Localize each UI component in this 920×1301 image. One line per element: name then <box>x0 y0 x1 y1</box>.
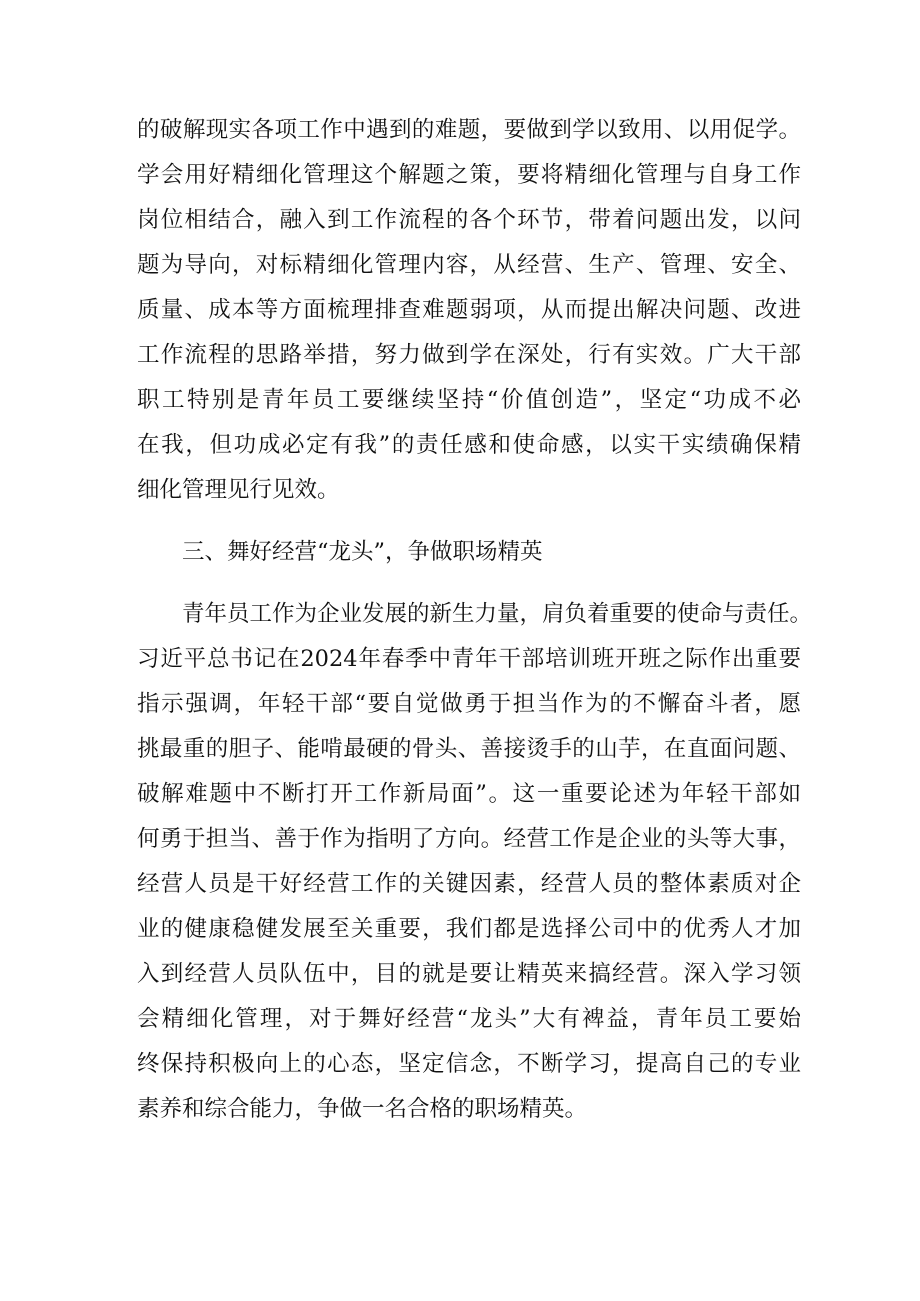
text-line: 质量、成本等方面梳理排查难题弱项，从而提出解决问题、改进 <box>137 297 801 323</box>
text-line: 终保持积极向上的心态，坚定信念，不断学习，提高自己的专业 <box>137 1051 801 1077</box>
text-line: 岗位相结合，融入到工作流程的各个环节，带着问题出发，以问 <box>137 207 801 233</box>
text-line: 在我，但功成必定有我”的责任感和使命感，以实干实绩确保精 <box>137 432 801 458</box>
text-line: 题为导向，对标精细化管理内容，从经营、生产、管理、安全、 <box>137 252 801 278</box>
paragraph-2 <box>137 592 813 1132</box>
text-line: 会精细化管理，对于舞好经营“龙头”大有裨益，青年员工要始 <box>137 1006 801 1032</box>
text-line: 工作流程的思路举措，努力做到学在深处，行有实效。广大干部 <box>137 342 801 368</box>
section-heading: 三、舞好经营“龙头”，争做职场精英 <box>182 539 543 565</box>
paragraph-1 <box>137 108 801 513</box>
document-body <box>137 108 813 1132</box>
text-line: 素养和综合能力，争做一名合格的职场精英。 <box>137 1096 588 1122</box>
text-line: 指示强调，年轻干部“要自觉做勇于担当作为的不懈奋斗者，愿 <box>137 691 801 717</box>
text-line: 挑最重的胆子、能啃最硬的骨头、善接烫手的山芋，在直面问题、 <box>137 736 801 762</box>
paragraph-spacer <box>137 575 801 592</box>
paragraph-spacer <box>137 513 801 530</box>
text-line: 细化管理见行见效。 <box>137 477 340 503</box>
text-line: 青年员工作为企业发展的新生力量，肩负着重要的使命与责任。 <box>182 601 813 627</box>
text-line: 职工特别是青年员工要继续坚持“价值创造”，坚定“功成不必 <box>137 387 801 413</box>
text-line: 业的健康稳健发展至关重要，我们都是选择公司中的优秀人才加 <box>137 916 801 942</box>
text-line: 学会用好精细化管理这个解题之策，要将精细化管理与自身工作 <box>137 162 801 188</box>
text-line: 经营人员是干好经营工作的关键因素，经营人员的整体素质对企 <box>137 871 801 897</box>
text-line: 习近平总书记在2024年春季中青年干部培训班开班之际作出重要 <box>137 646 801 672</box>
text-line: 何勇于担当、善于作为指明了方向。经营工作是企业的头等大事， <box>137 826 801 852</box>
text-line: 的破解现实各项工作中遇到的难题，要做到学以致用、以用促学。 <box>137 117 801 143</box>
text-line: 入到经营人员队伍中，目的就是要让精英来搞经营。深入学习领 <box>137 961 801 987</box>
text-line: 破解难题中不断打开工作新局面”。这一重要论述为年轻干部如 <box>137 781 801 807</box>
